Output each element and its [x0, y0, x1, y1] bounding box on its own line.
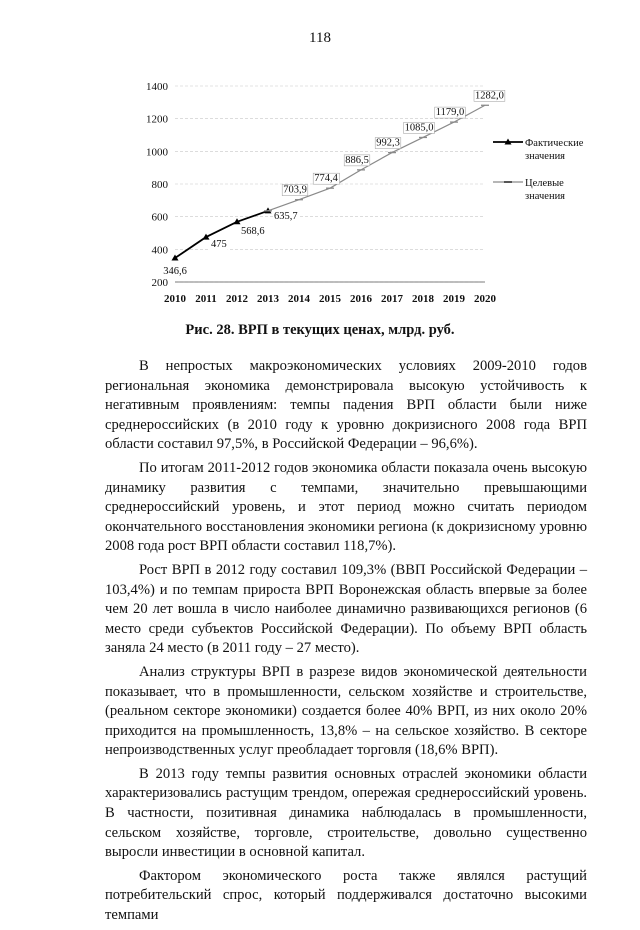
legend-label: значения — [525, 191, 566, 202]
page-number: 118 — [309, 30, 331, 46]
paragraph-4: Анализ структуры ВРП в разрезе видов экономической деятельности показывает, что в промышленности, сельском хозяйстве и строительстве, (реальном секторе экономики) создается более 40% ВРП, из них около 20% приходится на промышленность, 13,8% – на сельское хозяйство. В секторе непроизводственных услуг преобладает торговля (18,6% ВРП). — [105, 663, 587, 759]
y-tick-label: 600 — [151, 211, 168, 224]
paragraph-6: Фактором экономического роста также являлся растущий потребительский спрос, который поддерживался достаточно высокими темпами — [105, 867, 587, 924]
data-label: 774,4 — [314, 173, 338, 185]
figure-caption: Рис. 28. ВРП в текущих ценах, млрд. руб. — [185, 322, 455, 338]
x-tick-label: 2012 — [226, 293, 248, 305]
x-tick-label: 2010 — [164, 293, 186, 305]
x-tick-label: 2016 — [350, 293, 372, 305]
data-label: 1282,0 — [475, 90, 504, 102]
x-tick-label: 2017 — [381, 293, 403, 305]
data-label: 703,9 — [283, 184, 307, 196]
data-label: 568,6 — [241, 225, 265, 237]
x-tick-label: 2020 — [474, 293, 496, 305]
x-tick-label: 2011 — [195, 293, 217, 305]
body-text — [105, 357, 587, 930]
y-tick-label: 200 — [151, 277, 168, 289]
data-label: 475 — [211, 239, 227, 251]
x-tick-label: 2015 — [319, 293, 341, 305]
paragraph-2: По итогам 2011-2012 годов экономика области показала очень высокую динамику развития с темпами, значительно превышающими среднероссийский уровень, и этот период можно считать периодом окончательного восстановления экономики региона (к докризисному уровню 2008 года рост ВРП области составил 118,7%). — [105, 459, 587, 555]
x-tick-label: 2019 — [443, 293, 465, 305]
paragraph-1: В непростых макроэкономических условиях 2009-2010 годов региональная экономика демонстрировала высокую устойчивость к негативным проявлениям: темпы падения ВРП области были ниже среднероссийских (в 2010 году к уровню докризисного 2008 года ВРП области составил 97,5%, в Российской Федерации – 96,6%). — [105, 358, 587, 453]
x-tick-label: 2018 — [412, 293, 434, 305]
y-tick-label: 1000 — [146, 146, 168, 159]
y-tick-label: 400 — [151, 244, 168, 257]
data-label: 1085,0 — [404, 122, 434, 134]
paragraph-3: Рост ВРП в 2012 году составил 109,3% (ВВП Российской Федерации – 103,4%) и по темпам прироста ВРП Воронежская область впервые за более чем 20 лет вошла в число наиболее динамично развивающихся регионов (6 место среди субъектов Российской Федерации). По объему ВРП область заняла 24 место (в 2011 году – 27 место). — [105, 561, 587, 657]
y-tick-label: 1200 — [146, 113, 168, 126]
y-tick-label: 1400 — [146, 81, 168, 93]
data-label: 992,3 — [376, 137, 400, 149]
x-tick-label: 2014 — [288, 293, 310, 305]
legend-label: Целевые — [525, 178, 564, 189]
data-label: 1179,0 — [435, 107, 465, 119]
legend-label: значения — [525, 151, 566, 162]
x-tick-label: 2013 — [257, 293, 279, 305]
data-label: 346,6 — [163, 266, 187, 278]
data-label: 886,5 — [345, 154, 369, 166]
y-tick-label: 800 — [151, 179, 168, 191]
paragraph-5: В 2013 году темпы развития основных отраслей экономики области характеризовались растущим трендом, опережая среднероссийский уровень. В частности, позитивная динамика наблюдалась в промышленности, сельском хозяйстве, торговле, строительстве, довольно существенно выросли инвестиции в основной капитал. — [105, 765, 587, 861]
data-label: 635,7 — [274, 210, 298, 222]
gdp-line-chart — [135, 76, 605, 308]
legend-label: Фактические — [525, 138, 584, 149]
